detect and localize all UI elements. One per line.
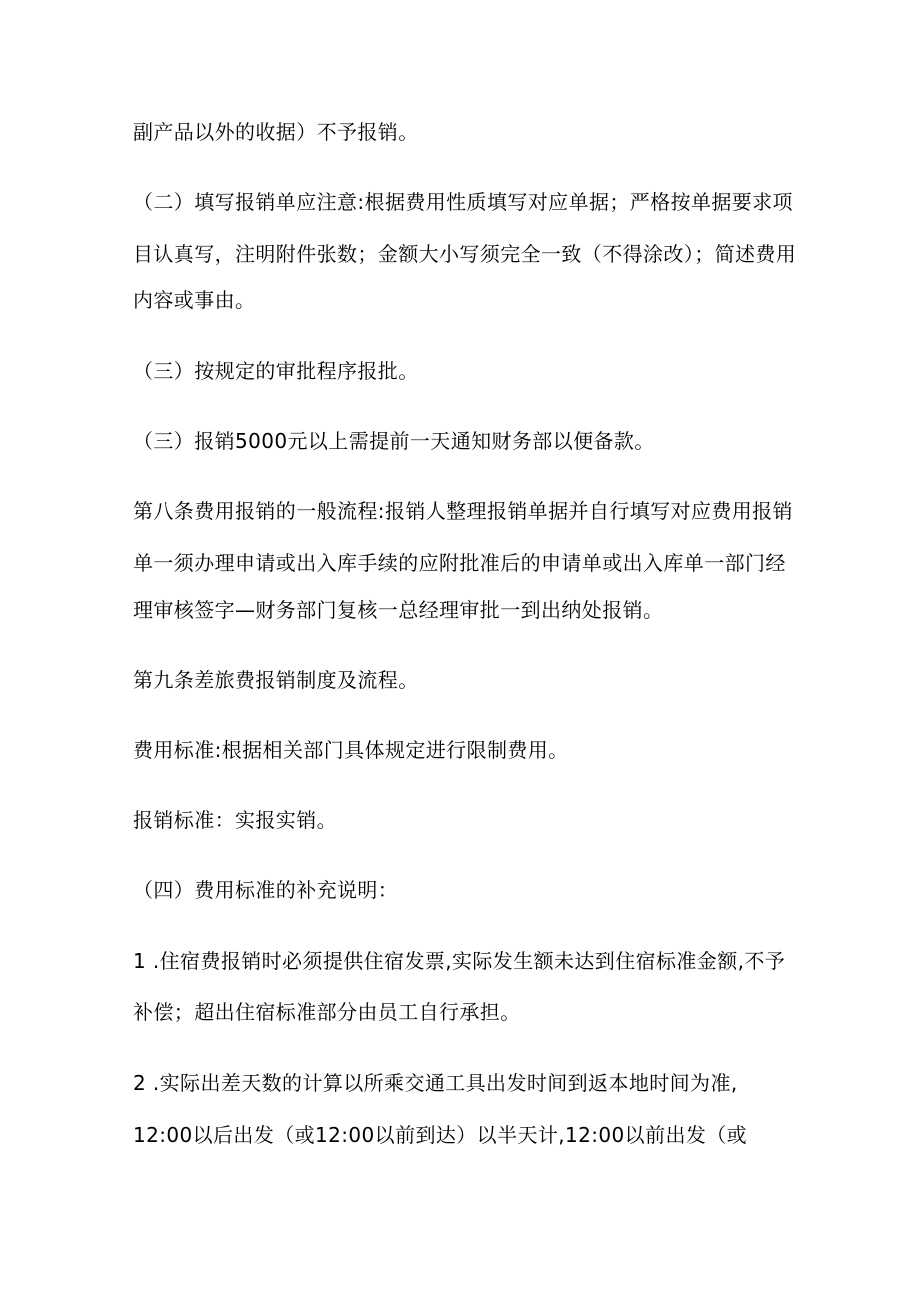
text-line: （三）按规定的审批程序报批。 (133, 359, 419, 383)
text-line: 理审核签字—财务部门复核一总经理审批一到出纳处报销。 (133, 598, 664, 622)
text-line: 1 .住宿费报销时必须提供住宿发票,实际发生额未达到住宿标准金额,不予 (133, 949, 786, 973)
text-line: 单一须办理申请或出入库手续的应附批准后的申请单或出入库单一部门经 (133, 551, 786, 575)
text-line: 目认真写，注明附件张数；金额大小写须完全一致（不得涂改）；简述费用 (133, 242, 797, 266)
text-line: （三）报销5000元以上需提前一天通知财务部以便备款。 (133, 429, 655, 453)
text-line: 副产品以外的收据）不予报销。 (133, 120, 419, 144)
text-line: 第八条费用报销的一般流程:报销人整理报销单据并自行填写对应费用报销 (133, 499, 793, 523)
text-line: 报销标准：实报实销。 (133, 808, 337, 832)
text-line: （二）填写报销单应注意:根据费用性质填写对应单据；严格按单据要求项 (133, 190, 793, 214)
text-line: 内容或事由。 (133, 288, 256, 312)
text-line: 第九条差旅费报销制度及流程。 (133, 668, 419, 692)
text-line: 补偿；超出住宿标准部分由员工自行承担。 (133, 1000, 521, 1024)
text-line: 费用标准:根据相关部门具体规定进行限制费用。 (133, 738, 569, 762)
text-line: （四）费用标准的补充说明： (133, 878, 399, 902)
text-line: 2 .实际出差天数的计算以所乘交通工具出发时间到返本地时间为准, (133, 1071, 738, 1095)
text-line: 12:00以后出发（或12:00以前到达）以半天计,12:00以前出发（或 (133, 1123, 748, 1147)
